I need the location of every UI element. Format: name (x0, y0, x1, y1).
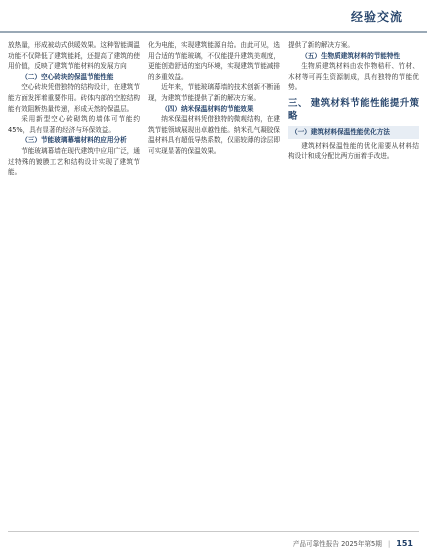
column-1 (8, 40, 140, 518)
paragraph: 采用新型空心砖砌筑的墙体可节能约45%，具有显著的经济与环保效益。 (8, 115, 140, 134)
issue-label: 2025年第5期 (341, 540, 382, 548)
footer-rule (8, 531, 419, 532)
subsection-heading: （四）纳米保温材料的节能效果 (161, 104, 254, 113)
subsection-heading-block: （一）建筑材料保温性能优化方法 (288, 126, 419, 139)
footer-separator: | (387, 540, 391, 548)
paragraph: 纳米保温材料凭借独特的微观结构，在建筑节能领域展现出卓越性能。纳米孔气凝胶保温材料具有超低导热系数，仅需较薄的涂层即可实现显著的保温效果。 (148, 115, 280, 155)
column-2 (148, 40, 280, 518)
subsection-heading: （二）空心砖块的保温节能性能 (21, 72, 114, 81)
section-title: 建筑材料节能性能提升策略 (288, 97, 419, 122)
header-band (0, 0, 427, 40)
section-heading (288, 97, 419, 123)
paragraph: 空心砖块凭借独特的结构设计，在建筑节能方面发挥着重要作用。砖体内部的空腔结构能有效阻断热量传递，形成天然的保温层。 (8, 83, 140, 113)
paragraph: 提供了新的解决方案。 (288, 41, 354, 49)
subsection-heading: （五）生物质建筑材料的节能特性 (301, 51, 401, 60)
header-rule (0, 31, 427, 33)
subsection-heading: （三）节能玻璃幕墙材料的应用分析 (21, 136, 127, 145)
paragraph: 生物质建筑材料由农作物秸秆、竹材、木材等可再生资源制成，具有独特的节能优势。 (288, 62, 419, 92)
section-tag: 经验交流 (350, 10, 403, 24)
paragraph: 放热量，形成被动式供暖效果。这种智能调温功能不仅降低了建筑能耗，还提高了建筑的使用价值，反映了建筑节能材料的发展方向 (8, 41, 140, 71)
journal-name: 产品可靠性报告 (292, 540, 339, 548)
paragraph: 化为电能，实现建筑能源自给。由此可见，选用合适的节能玻璃，不仅能提升建筑美观度，更能创造舒适的室内环境，实现建筑节能减排的多重效益。 (148, 41, 280, 81)
paragraph: 近年来，节能玻璃幕墙的技术创新不断涌现，为建筑节能提供了新的解决方案。 (148, 83, 280, 102)
section-number: 三、 (288, 97, 308, 109)
page-footer (293, 538, 413, 548)
paragraph: 建筑材料保温性能的优化需要从材料结构设计和成分配比两方面着手改进。 (288, 141, 419, 161)
page-number: 151 (396, 539, 413, 548)
column-3 (288, 40, 419, 518)
paragraph: 节能玻璃幕墙在现代建筑中应用广泛，通过特殊的镀膜工艺和结构设计实现了建筑节能。 (8, 146, 140, 177)
